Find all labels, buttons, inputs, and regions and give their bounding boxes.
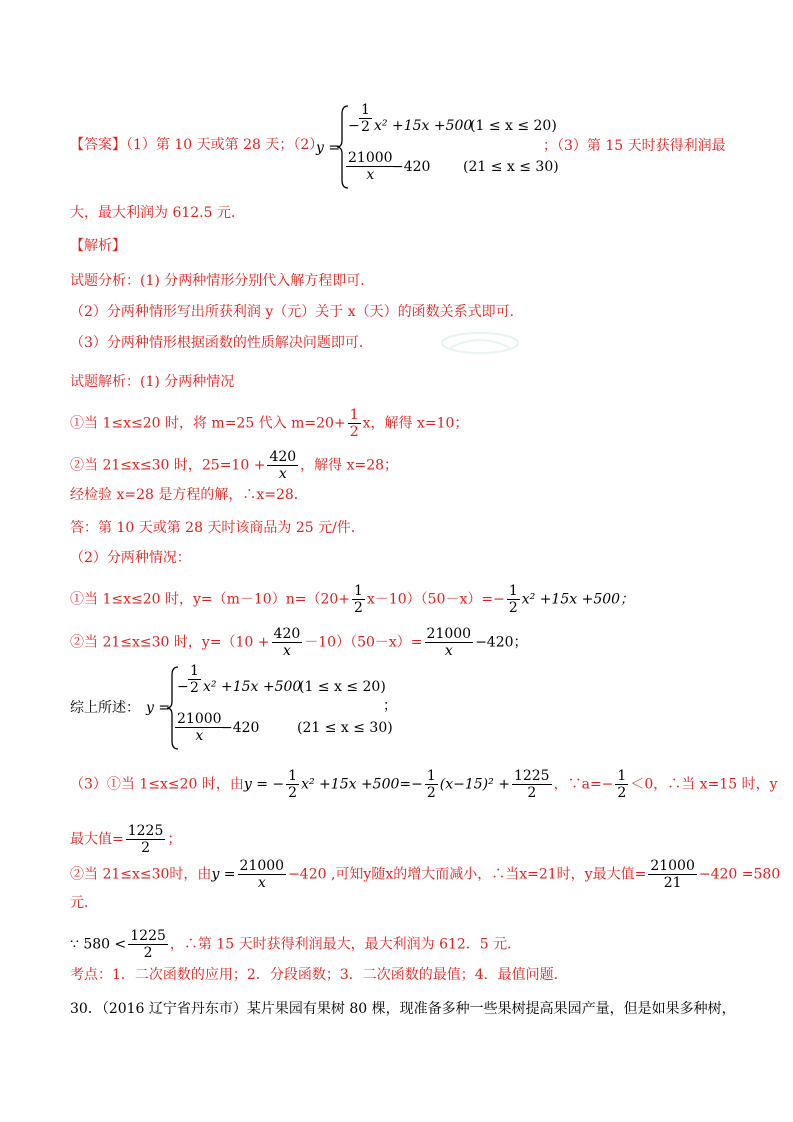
solution-u2-frac — [126, 823, 166, 856]
answer-part1: （1）第 10 天或第 28 天；（2） — [126, 137, 324, 153]
summary-case1-den: 2 — [190, 680, 199, 696]
solution-u2-tail: ； — [167, 831, 182, 848]
summary-tail: ； — [383, 698, 397, 714]
solution-u1-frac2 — [425, 768, 438, 801]
solution-u1-frac3 — [512, 768, 552, 801]
solution-u1-den2: 2 — [426, 785, 436, 801]
summary-y-eq: y = — [146, 700, 171, 716]
solution-s1-num: 1 — [349, 407, 359, 423]
solution-s1 — [70, 407, 468, 440]
solution-u1-den3: 2 — [527, 785, 537, 801]
answer-tag: 【答案】 — [70, 137, 126, 153]
analysis-a1: 试题分析：(1) 分两种情形分别代入解方程即可． — [70, 273, 375, 289]
solution-t2 — [70, 626, 528, 659]
solution-t2-num2: 21000 — [426, 626, 472, 642]
solution-t2-text2: －10）（50－x）= — [304, 634, 423, 651]
solution-t1-frac2 — [507, 583, 520, 616]
solution-u2-num: 1225 — [127, 823, 164, 839]
solution-u1-num4: 1 — [617, 768, 627, 784]
summary-case1-expr: x² +15x +500 — [203, 679, 302, 695]
summary-case1-num: 1 — [190, 663, 199, 679]
answer-case1-minus: − — [348, 118, 360, 134]
solution-t1-text3: x² +15x +500； — [521, 591, 635, 608]
solution-v1-y: y = — [211, 866, 236, 883]
answer-case2-num: 21000 — [348, 150, 393, 166]
solution-u1-text4: ，∵a=− — [553, 776, 614, 793]
solution-v1 — [70, 858, 780, 891]
summary-case1-cond: (1 ≤ x ≤ 20) — [299, 679, 386, 695]
solution-t2-num1: 420 — [273, 626, 301, 642]
next-question: 30．（2016 辽宁省丹东市）某片果园有果树 80 棵，现准备多种一些果树提高果园产量，但是如果多种树， — [70, 1001, 736, 1017]
summary-case1-frac — [188, 663, 201, 696]
solution-u1-num2: 1 — [426, 768, 436, 784]
solution-s2-text2: ，解得 x=28； — [300, 457, 399, 474]
summary-label: 综上所述： — [70, 700, 140, 716]
solution-s2-num: 420 — [269, 449, 297, 465]
solution-t2-den1: x — [282, 643, 291, 659]
answer-case1-cond: (1 ≤ x ≤ 20) — [470, 118, 557, 134]
answer-part3: ；（3）第 15 天时获得利润最 — [543, 138, 726, 154]
solution-w1-frac — [128, 928, 168, 961]
solution-t1-text2: x－10）（50－x）=− — [366, 591, 505, 608]
analysis-a3: （3）分两种情形根据函数的性质解决问题即可． — [70, 335, 373, 351]
solution-v2: 元． — [70, 895, 98, 911]
solution-t1 — [70, 583, 634, 616]
solution-u1-frac1 — [286, 768, 299, 801]
solution-s1-frac — [348, 407, 361, 440]
answer-case2-den: x — [366, 167, 375, 183]
solution-u2 — [70, 823, 181, 856]
solution-u2-den: 2 — [141, 840, 151, 856]
solution-t1-num1: 1 — [354, 583, 363, 599]
solution-s1-text2: x，解得 x=10； — [362, 415, 469, 432]
solution-v1-frac2 — [648, 858, 697, 891]
solution-t2-frac1 — [272, 626, 303, 659]
solution-s2 — [70, 449, 398, 482]
answer-part4: 大，最大利润为 612.5 元． — [70, 205, 245, 221]
solution-w1-num: 1225 — [130, 928, 166, 944]
answer-case1-num: 1 — [361, 102, 370, 118]
answer-case2-frac — [346, 150, 395, 183]
summary-case2-den: x — [195, 728, 204, 744]
solution-u1-y: y = − — [243, 776, 285, 793]
solution-u1-text: （3）①当 1≤x≤20 时，由 — [70, 776, 244, 793]
solution-t2-den2: x — [444, 643, 453, 659]
answer-case1-den: 2 — [361, 119, 370, 135]
summary-case2-cond: (21 ≤ x ≤ 30) — [297, 720, 393, 736]
solution-s2-den: x — [278, 466, 287, 482]
solution-w1-text2: ，∴第 15 天时获得利润最大，最大利润为 612．5 元． — [169, 936, 522, 953]
solution-u1-num3: 1225 — [513, 768, 550, 784]
solution-t1-text: ①当 1≤x≤20 时，y=（m－10）n=（20+ — [70, 591, 350, 608]
solution-v1-num1: 21000 — [239, 858, 285, 874]
solution-s2-frac — [267, 449, 298, 482]
answer-case1-expr: x² +15x +500 — [374, 118, 473, 134]
solution-w1-text: ∵ 580 < — [70, 936, 127, 953]
solution-t1-den2: 2 — [508, 600, 518, 616]
key-points: 考点：1．二次函数的应用；2．分段函数；3．二次函数的最值；4．最值问题． — [70, 967, 568, 983]
solution-v1-text2: −420 ,可知y随x的增大而减小，∴当x=21时，y最大值= — [288, 866, 647, 883]
summary-case2-frac — [175, 711, 224, 744]
analysis-a2: （2）分两种情形写出所获利润 y（元）关于 x（天）的函数关系式即可． — [70, 304, 524, 320]
solution-v1-num2: 21000 — [650, 858, 695, 874]
solution-u2-text: 最大值= — [70, 831, 124, 848]
solution-s1-den: 2 — [349, 424, 359, 440]
solution-t2-text3: −420； — [475, 634, 528, 651]
watermark-logo — [440, 330, 520, 356]
solution-w1 — [70, 928, 521, 961]
analysis-tag: 【解析】 — [70, 238, 126, 254]
solution-s1-text: ①当 1≤x≤20 时，将 m=25 代入 m=20+ — [70, 415, 346, 432]
solution-u1 — [70, 768, 778, 801]
summary-case2-expr: −420 — [221, 720, 260, 736]
solution-u1-den4: 2 — [617, 785, 627, 801]
solution-u1-num1: 1 — [288, 768, 298, 784]
solution-v1-den1: x — [257, 875, 266, 891]
solution-u1-text5: ＜0，∴当 x=15 时，y — [630, 776, 778, 793]
solution-u1-text2: x² +15x +500=− — [301, 776, 423, 793]
solution-u1-frac4 — [615, 768, 628, 801]
solution-s0: 试题解析：(1) 分两种情况 — [70, 374, 235, 390]
solution-t1-frac1 — [352, 583, 365, 616]
solution-u1-den1: 2 — [288, 785, 298, 801]
solution-s4: 答：第 10 天或第 28 天时该商品为 25 元/件． — [70, 520, 365, 536]
solution-t0: （2）分两种情况： — [70, 550, 191, 566]
solution-s3: 经检验 x=28 是方程的解，∴x=28． — [70, 487, 308, 503]
solution-u1-text3: (x−15)² + — [439, 776, 510, 793]
answer-case2-cond: (21 ≤ x ≤ 30) — [463, 159, 559, 175]
answer-case1-frac — [359, 102, 372, 135]
answer-case2-expr: −420 — [392, 159, 431, 175]
solution-v1-frac1 — [238, 858, 287, 891]
solution-w1-den: 2 — [143, 945, 153, 961]
solution-t2-text: ②当 21≤x≤30 时，y=（10 + — [70, 634, 270, 651]
solution-v1-text3: −420 =580 — [698, 866, 781, 883]
solution-v1-den2: 21 — [663, 875, 682, 891]
summary-case1-minus: − — [177, 679, 189, 695]
solution-s2-text: ②当 21≤x≤30 时，25=10 + — [70, 457, 266, 474]
summary-case2-num: 21000 — [177, 711, 222, 727]
answer-line — [70, 135, 323, 155]
solution-t1-den1: 2 — [354, 600, 363, 616]
solution-t2-frac2 — [425, 626, 474, 659]
answer-y-eq: y = — [316, 140, 341, 156]
solution-v1-text: ②当 21≤x≤30时，由 — [70, 866, 212, 883]
solution-t1-num2: 1 — [508, 583, 518, 599]
